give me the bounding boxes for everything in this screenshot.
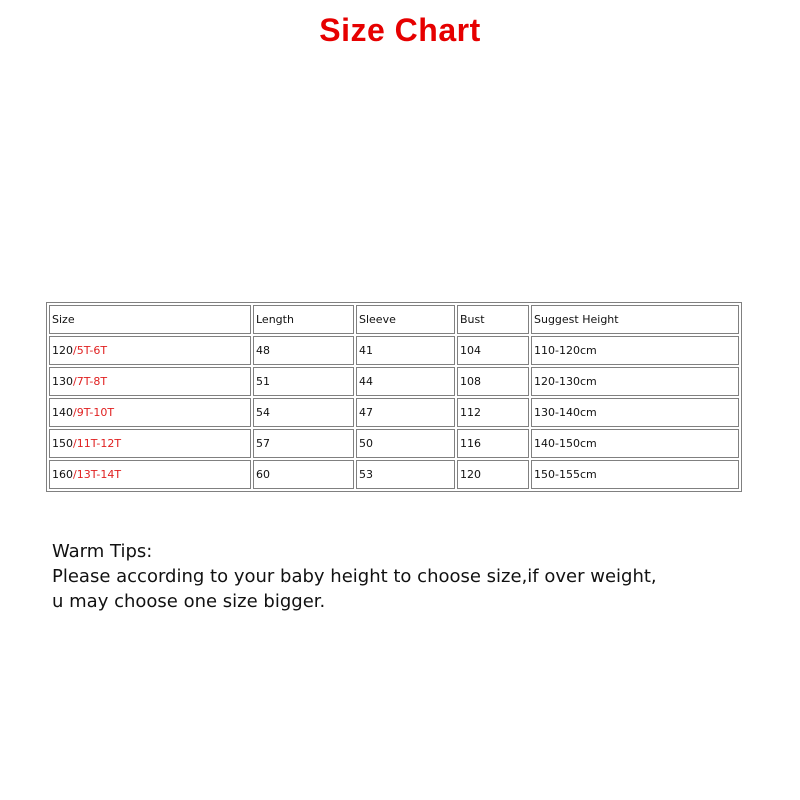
- cell-size: [49, 336, 251, 365]
- header-size: Size: [49, 305, 251, 334]
- size-cm: 140: [52, 406, 73, 419]
- cell-bust: 116: [457, 429, 529, 458]
- cell-bust: 104: [457, 336, 529, 365]
- size-age: 13T-14T: [76, 468, 122, 481]
- table-row: [49, 398, 739, 427]
- cell-suggest-height: 140-150cm: [531, 429, 739, 458]
- cell-sleeve: 47: [356, 398, 455, 427]
- cell-length: 48: [253, 336, 354, 365]
- tips-line-1: Please according to your baby height to choose size,if over weight,: [52, 566, 657, 587]
- table-row: [49, 367, 739, 396]
- size-cm: 120: [52, 344, 73, 357]
- cell-length: 51: [253, 367, 354, 396]
- size-separator: /: [73, 468, 77, 481]
- header-suggest-height: Suggest Height: [531, 305, 739, 334]
- cell-bust: 112: [457, 398, 529, 427]
- size-cm: 150: [52, 437, 73, 450]
- cell-length: 60: [253, 460, 354, 489]
- size-age: 5T-6T: [76, 344, 108, 357]
- cell-suggest-height: 120-130cm: [531, 367, 739, 396]
- cell-size: [49, 398, 251, 427]
- cell-suggest-height: 150-155cm: [531, 460, 739, 489]
- cell-bust: 120: [457, 460, 529, 489]
- size-age: 7T-8T: [76, 375, 108, 388]
- table-row: [49, 460, 739, 489]
- warm-tips: [52, 539, 657, 614]
- table-row: [49, 336, 739, 365]
- cell-size: [49, 460, 251, 489]
- size-age: 9T-10T: [76, 406, 115, 419]
- size-separator: /: [73, 437, 77, 450]
- size-age: 11T-12T: [76, 437, 122, 450]
- header-sleeve: Sleeve: [356, 305, 455, 334]
- page-title: Size Chart: [319, 12, 481, 48]
- size-chart-table: [46, 302, 742, 492]
- cell-bust: 108: [457, 367, 529, 396]
- size-separator: /: [73, 344, 77, 357]
- table-row: [49, 429, 739, 458]
- tips-line-2: u may choose one size bigger.: [52, 591, 326, 612]
- tips-heading: Warm Tips:: [52, 541, 153, 562]
- cell-sleeve: 44: [356, 367, 455, 396]
- cell-length: 54: [253, 398, 354, 427]
- header-length: Length: [253, 305, 354, 334]
- size-separator: /: [73, 375, 77, 388]
- cell-sleeve: 53: [356, 460, 455, 489]
- cell-size: [49, 367, 251, 396]
- cell-size: [49, 429, 251, 458]
- size-cm: 160: [52, 468, 73, 481]
- size-separator: /: [73, 406, 77, 419]
- cell-sleeve: 50: [356, 429, 455, 458]
- size-cm: 130: [52, 375, 73, 388]
- header-bust: Bust: [457, 305, 529, 334]
- cell-suggest-height: 130-140cm: [531, 398, 739, 427]
- cell-sleeve: 41: [356, 336, 455, 365]
- cell-length: 57: [253, 429, 354, 458]
- table-header-row: [49, 305, 739, 334]
- cell-suggest-height: 110-120cm: [531, 336, 739, 365]
